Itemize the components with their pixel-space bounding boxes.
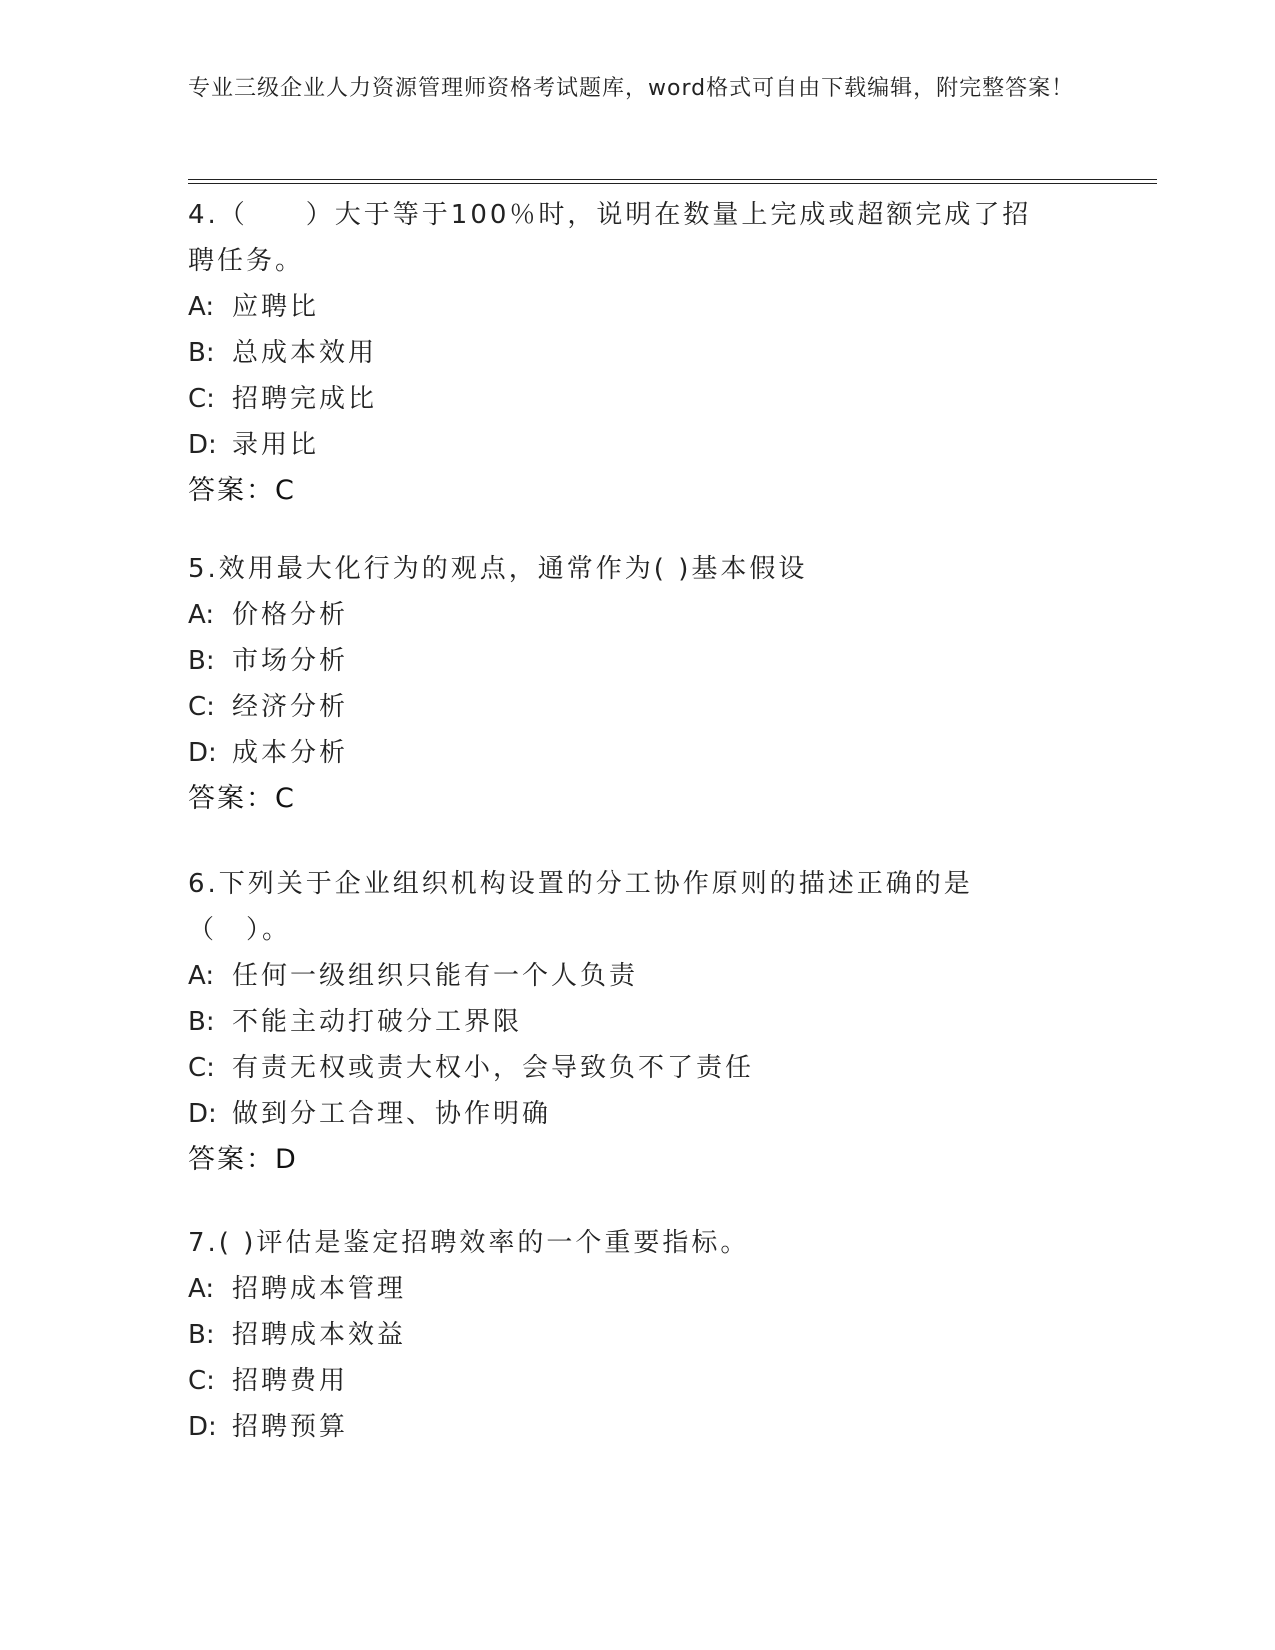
- option-letter: D:: [188, 1412, 217, 1442]
- option-text: 不能主动打破分工界限: [232, 1007, 523, 1037]
- option-text: 有责无权或责大权小，会导致负不了责任: [232, 1053, 755, 1083]
- answer-label: 答案：: [188, 475, 275, 506]
- question-5: [188, 546, 1088, 822]
- answer-value: C: [275, 475, 295, 506]
- page-header: 专业三级企业人力资源管理师资格考试题库，word格式可自由下载编辑，附完整答案！: [188, 76, 1075, 101]
- option-c: [188, 1045, 988, 1091]
- option-b: [188, 638, 1088, 684]
- option-b: [188, 999, 988, 1045]
- option-text: 经济分析: [232, 692, 349, 722]
- option-text: 录用比: [232, 430, 320, 460]
- option-letter: B:: [188, 1320, 215, 1350]
- question-text: 5.效用最大化行为的观点，通常作为( )基本假设: [188, 554, 808, 584]
- option-letter: C:: [188, 1053, 215, 1083]
- option-letter: A:: [188, 600, 215, 630]
- answer-value: D: [275, 1144, 297, 1175]
- option-text: 招聘预算: [232, 1412, 349, 1442]
- question-6: [188, 861, 988, 1183]
- answer: [188, 1137, 988, 1183]
- option-text: 成本分析: [232, 738, 349, 768]
- option-letter: C:: [188, 692, 215, 722]
- option-d: [188, 422, 1058, 468]
- question-4: [188, 192, 1058, 514]
- option-b: [188, 330, 1058, 376]
- option-c: [188, 376, 1058, 422]
- answer-value: C: [275, 783, 295, 814]
- option-text: 总成本效用: [232, 338, 378, 368]
- option-c: [188, 684, 1088, 730]
- option-letter: A:: [188, 1274, 215, 1304]
- option-letter: A:: [188, 961, 215, 991]
- option-text: 价格分析: [232, 600, 349, 630]
- option-letter: D:: [188, 430, 217, 460]
- question-text: 4.（ ）大于等于100％时，说明在数量上完成或超额完成了招聘任务。: [188, 200, 1032, 276]
- option-letter: B:: [188, 338, 215, 368]
- option-text: 招聘成本管理: [232, 1274, 407, 1304]
- option-a: [188, 284, 1058, 330]
- option-d: [188, 1404, 1088, 1450]
- answer-label: 答案：: [188, 783, 275, 814]
- option-text: 任何一级组织只能有一个人负责: [232, 961, 639, 991]
- option-letter: B:: [188, 1007, 215, 1037]
- option-a: [188, 592, 1088, 638]
- option-d: [188, 730, 1088, 776]
- answer: [188, 776, 1088, 822]
- option-text: 招聘成本效益: [232, 1320, 407, 1350]
- answer-label: 答案：: [188, 1144, 275, 1175]
- header-divider: [188, 179, 1157, 184]
- option-letter: D:: [188, 738, 217, 768]
- answer: [188, 468, 1058, 514]
- option-text: 招聘费用: [232, 1366, 349, 1396]
- option-letter: B:: [188, 646, 215, 676]
- option-text: 招聘完成比: [232, 384, 378, 414]
- option-letter: D:: [188, 1099, 217, 1129]
- option-c: [188, 1358, 1088, 1404]
- question-text: 6.下列关于企业组织机构设置的分工协作原则的描述正确的是（ ）。: [188, 869, 973, 945]
- option-letter: C:: [188, 1366, 215, 1396]
- option-text: 市场分析: [232, 646, 349, 676]
- option-d: [188, 1091, 988, 1137]
- option-b: [188, 1312, 1088, 1358]
- option-text: 应聘比: [232, 292, 320, 322]
- option-a: [188, 953, 988, 999]
- option-a: [188, 1266, 1088, 1312]
- question-text: 7.( )评估是鉴定招聘效率的一个重要指标。: [188, 1228, 750, 1258]
- option-letter: C:: [188, 384, 215, 414]
- option-text: 做到分工合理、协作明确: [232, 1099, 552, 1129]
- option-letter: A:: [188, 292, 215, 322]
- question-7: [188, 1220, 1088, 1450]
